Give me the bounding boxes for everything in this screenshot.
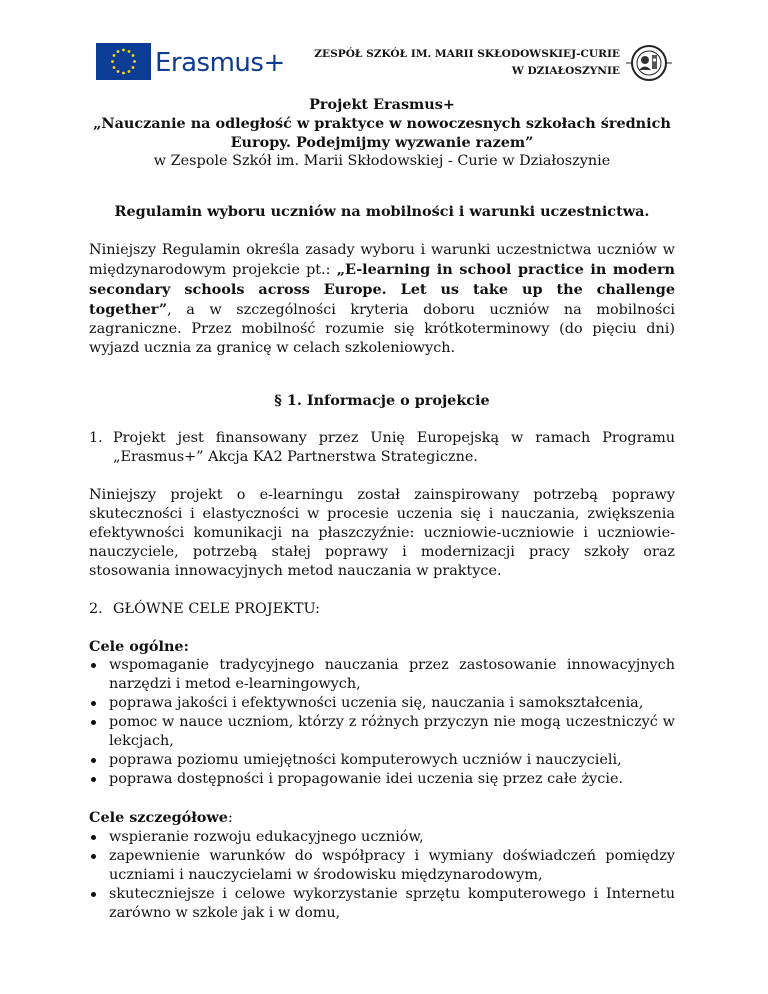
list-item: zapewnienie warunków do współpracy i wymiany doświadczeń pomiędzy uczniami i nauczycielami w środowisku międzynarodowym,: [89, 847, 675, 885]
list-item: poprawa jakości i efektywności uczenia się, nauczania i samokształcenia,: [89, 694, 675, 713]
specific-goals-heading: Cele szczegółowe:: [89, 809, 233, 826]
intro-text-after: , a w szczególności kryteria doboru uczniów na mobilności zagraniczne. Przez mobilność rozumie się krótkoterminowy (do pięciu dni) wyjazd ucznia za granicę w celach szkoleniowych.: [89, 302, 675, 356]
erasmus-logo: [96, 43, 286, 83]
bullet-icon: [89, 847, 109, 885]
item-text: Projekt jest finansowany przez Unię Europejską w ramach Programu „Erasmus+” Akcja KA2 Partnerstwa Strategiczne.: [113, 430, 675, 465]
eu-flag-icon: [96, 43, 151, 80]
specific-goals-list: [89, 828, 675, 923]
bullet-icon: [89, 694, 109, 713]
list-item: poprawa dostępności i propagowanie idei uczenia się przez całe życie.: [89, 770, 675, 789]
title-line1: Projekt Erasmus+: [309, 96, 455, 113]
project-description: Niniejszy projekt o e-learningu został zainspirowany potrzebą poprawy skuteczności i elastyczności w procesie uczenia się i nauczania, zwiększenia efektywności komunikacji na płaszczyźnie: uczniowie-uczniowie i uczniowie-nauczyciele, potrzebą stałej poprawy i modernizacji pracy szkoły oraz stosowania innowacyjnych metod nauczania w praktyce.: [89, 487, 675, 579]
list-item: pomoc w nauce uczniom, którzy z różnych przyczyn nie mogą uczestniczyć w lekcjach,: [89, 713, 675, 751]
school-seal-icon: [624, 43, 674, 83]
list-item: wspomaganie tradycyjnego nauczania przez zastosowanie innowacyjnych narzędzi i metod e-learningowych,: [89, 656, 675, 694]
document-body: [89, 95, 675, 923]
intro-text-before: Niniejszy Regulamin określa zasady wyboru i warunki uczestnictwa uczniów w międzynarodowym projekcie pt.:: [89, 242, 675, 278]
project-title: [89, 95, 675, 171]
school-name-line2: W DZIAŁOSZYNIE: [511, 65, 620, 77]
bullet-icon: [89, 713, 109, 751]
list-item: poprawa poziomu umiejętności komputerowych uczniów i nauczycieli,: [89, 751, 675, 770]
erasmus-brand-text: Erasmus+: [155, 48, 285, 78]
numbered-item-2: [89, 600, 675, 619]
bullet-icon: [89, 828, 109, 847]
item-text: GŁÓWNE CELE PROJEKTU:: [113, 601, 320, 617]
school-name: [290, 46, 620, 80]
list-item: wspieranie rozwoju edukacyjnego uczniów,: [89, 828, 675, 847]
list-item: skuteczniejsze i celowe wykorzystanie sprzętu komputerowego i Internetu zarówno w szkole jak i w domu,: [89, 885, 675, 923]
general-goals-list: [89, 656, 675, 789]
title-line2: „Nauczanie na odległość w praktyce w nowoczesnych szkołach średnich: [93, 115, 671, 132]
bullet-icon: [89, 751, 109, 770]
bullet-icon: [89, 885, 109, 923]
intro-paragraph: [89, 241, 675, 358]
bullet-icon: [89, 770, 109, 789]
title-line3: Europy. Podejmijmy wyzwanie razem”: [230, 134, 534, 151]
regulation-title: Regulamin wyboru uczniów na mobilności i warunki uczestnictwa.: [114, 203, 650, 220]
intro-project-name: „E-learning in school practice in modern secondary schools across Europe. Let us take up the challenge together”: [89, 261, 675, 318]
item-number: 2.: [89, 601, 103, 617]
general-goals-heading: Cele ogólne:: [89, 638, 189, 655]
section-1-heading: § 1. Informacje o projekcie: [274, 392, 490, 409]
bullet-icon: [89, 656, 109, 694]
title-line4: w Zespole Szkół im. Marii Skłodowskiej - Curie w Działoszynie: [153, 153, 611, 169]
numbered-item-1: [89, 429, 675, 467]
item-number: 1.: [89, 430, 103, 446]
school-name-line1: ZESPÓŁ SZKÓŁ IM. MARII SKŁODOWSKIEJ-CURIE: [314, 48, 620, 60]
